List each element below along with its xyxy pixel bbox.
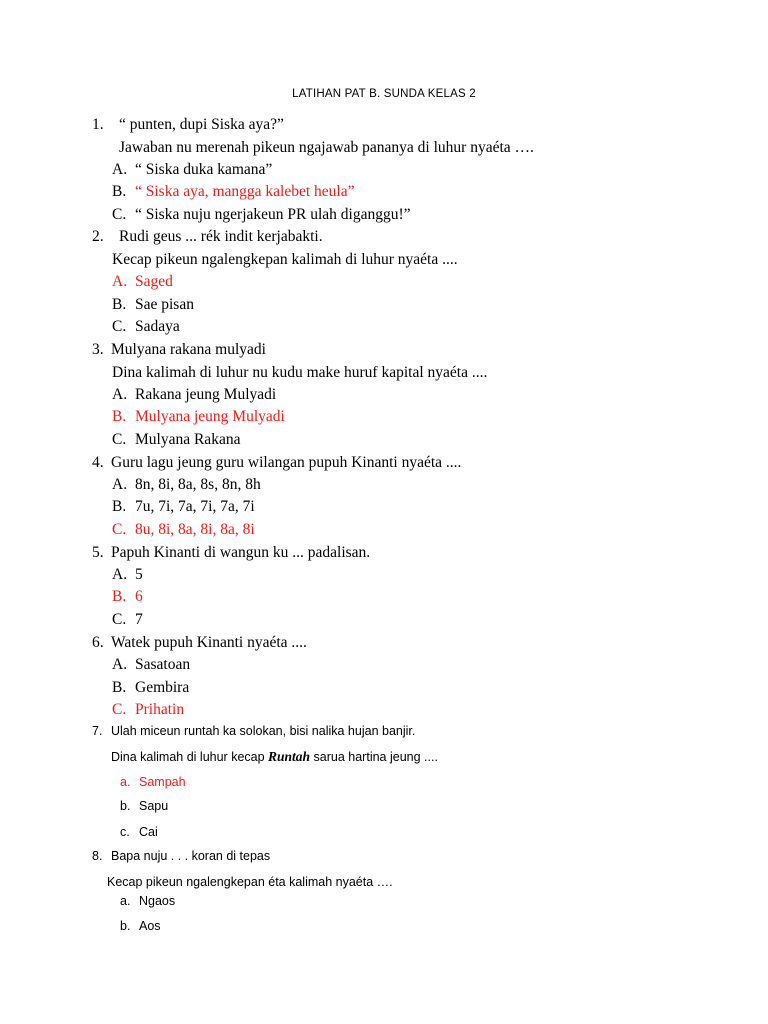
correct-option-text: 8u, 8i, 8a, 8i, 8a, 8i [135, 521, 255, 538]
option-text: 5 [135, 566, 143, 583]
page-title: LATIHAN PAT B. SUNDA KELAS 2 [292, 88, 476, 100]
option-letter: B. [112, 408, 127, 425]
question-number: 4. [92, 454, 104, 471]
option-letter: C. [112, 521, 127, 538]
question-text: Mulyana rakana mulyadi [111, 341, 266, 358]
instruction-keyword: Runtah [268, 749, 311, 764]
correct-option-text: “ Siska aya, mangga kalebet heula” [135, 183, 355, 200]
question-text: Guru lagu jeung guru wilangan pupuh Kinanti nyaéta .... [111, 454, 462, 471]
option-text: Sadaya [135, 318, 180, 335]
correct-option-text: Saged [135, 273, 173, 290]
option-text: 8n, 8i, 8a, 8s, 8n, 8h [135, 476, 261, 493]
option-letter: B. [112, 296, 127, 313]
option-text: Gembira [135, 679, 190, 696]
option-letter: C. [112, 318, 127, 335]
question-text: Bapa nuju . . . koran di tepas [111, 849, 271, 863]
option-letter: c. [120, 825, 130, 839]
option-text: Sapu [139, 799, 169, 813]
option-letter: a. [120, 894, 131, 908]
question-number: 2. [92, 228, 104, 245]
question-text: Ulah miceun runtah ka solokan, bisi nalika hujan banjir. [111, 724, 416, 738]
option-letter: A. [112, 386, 128, 403]
option-letter: B. [112, 679, 127, 696]
option-letter: A. [112, 476, 128, 493]
question-text: “ punten, dupi Siska aya?” [119, 116, 284, 133]
option-text: Sae pisan [135, 296, 194, 313]
option-letter: A. [112, 566, 128, 583]
question-number: 5. [92, 544, 104, 561]
option-text: 7 [135, 611, 143, 628]
question-text: Papuh Kinanti di wangun ku ... padalisan. [111, 544, 371, 561]
question-instruction: Jawaban nu merenah pikeun ngajawab pananya di luhur nyaéta …. [119, 139, 534, 156]
option-letter: B. [112, 183, 127, 200]
option-letter: C. [112, 611, 127, 628]
correct-option-text: Mulyana jeung Mulyadi [135, 408, 285, 425]
option-letter: b. [120, 799, 131, 813]
option-letter: C. [112, 701, 127, 718]
option-text: Ngaos [139, 894, 176, 908]
option-letter: A. [112, 273, 128, 290]
option-text: Rakana jeung Mulyadi [135, 386, 277, 403]
question-number: 8. [92, 849, 103, 863]
option-letter: B. [112, 498, 127, 515]
option-letter: A. [112, 656, 128, 673]
question-instruction: Kecap pikeun ngalengkepan kalimah di luhur nyaéta .... [112, 251, 458, 268]
question-instruction [111, 750, 438, 764]
correct-option-text: 6 [135, 588, 143, 605]
option-letter: a. [120, 775, 131, 789]
option-text: Aos [139, 919, 161, 933]
correct-option-text: Prihatin [135, 701, 185, 718]
option-letter: A. [112, 161, 128, 178]
option-text: “ Siska duka kamana” [135, 161, 273, 178]
option-text: “ Siska nuju ngerjakeun PR ulah diganggu!” [135, 206, 411, 223]
option-letter: B. [112, 588, 127, 605]
option-letter: b. [120, 919, 131, 933]
option-text: Mulyana Rakana [135, 431, 241, 448]
question-number: 1. [92, 116, 104, 133]
option-text: Cai [139, 825, 158, 839]
option-letter: C. [112, 206, 127, 223]
correct-option-text: Sampah [139, 775, 186, 789]
question-text: Watek pupuh Kinanti nyaéta .... [111, 634, 307, 651]
option-text: Sasatoan [135, 656, 191, 673]
instruction-text: sarua hartina jeung .... [310, 750, 438, 764]
question-instruction: Dina kalimah di luhur nu kudu make huruf kapital nyaéta .... [112, 364, 488, 381]
question-instruction: Kecap pikeun ngalengkepan éta kalimah nyaéta …. [107, 875, 393, 889]
question-number: 6. [92, 634, 104, 651]
instruction-text: Dina kalimah di luhur kecap [111, 750, 269, 764]
question-text: Rudi geus ... rék indit kerjabakti. [119, 228, 323, 245]
option-letter: C. [112, 431, 127, 448]
question-number: 3. [92, 341, 104, 358]
question-number: 7. [92, 724, 103, 738]
option-text: 7u, 7i, 7a, 7i, 7a, 7i [135, 498, 255, 515]
